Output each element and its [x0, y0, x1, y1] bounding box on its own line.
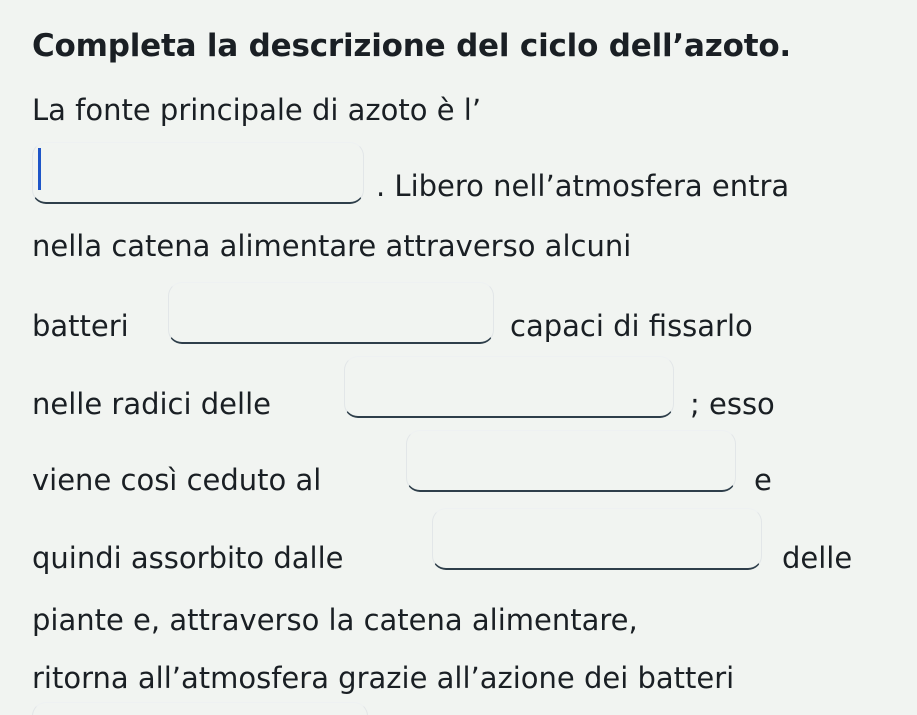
text-line-9: ritorna all’atmosfera grazie all’azione dei batteri [32, 661, 735, 695]
blank-input-2[interactable] [168, 282, 494, 344]
text-line-6-start: viene così ceduto al [32, 463, 322, 497]
text-line-4-end: capaci di fissarlo [510, 309, 753, 343]
exercise-title: Completa la descrizione del ciclo dell’azoto. [32, 28, 791, 64]
text-line-2: . Libero nell’atmosfera entra [376, 169, 790, 203]
text-line-1: La fonte principale di azoto è l’ [32, 93, 482, 127]
text-line-5-end: ; esso [690, 387, 775, 421]
text-line-7-start: quindi assorbito dalle [32, 541, 344, 575]
text-line-4-start: batteri [32, 309, 129, 343]
blank-input-1[interactable] [32, 142, 364, 204]
blank-input-6[interactable] [32, 702, 368, 715]
text-line-5-start: nelle radici delle [32, 387, 271, 421]
blank-input-4[interactable] [406, 430, 736, 492]
blank-input-3[interactable] [344, 356, 674, 418]
text-line-3: nella catena alimentare attraverso alcuni [32, 229, 632, 263]
text-line-6-end: e [754, 463, 772, 497]
blank-input-5[interactable] [432, 508, 762, 570]
text-line-8: piante e, attraverso la catena alimentare, [32, 603, 638, 637]
text-caret [38, 148, 41, 190]
text-line-7-end: delle [782, 541, 853, 575]
